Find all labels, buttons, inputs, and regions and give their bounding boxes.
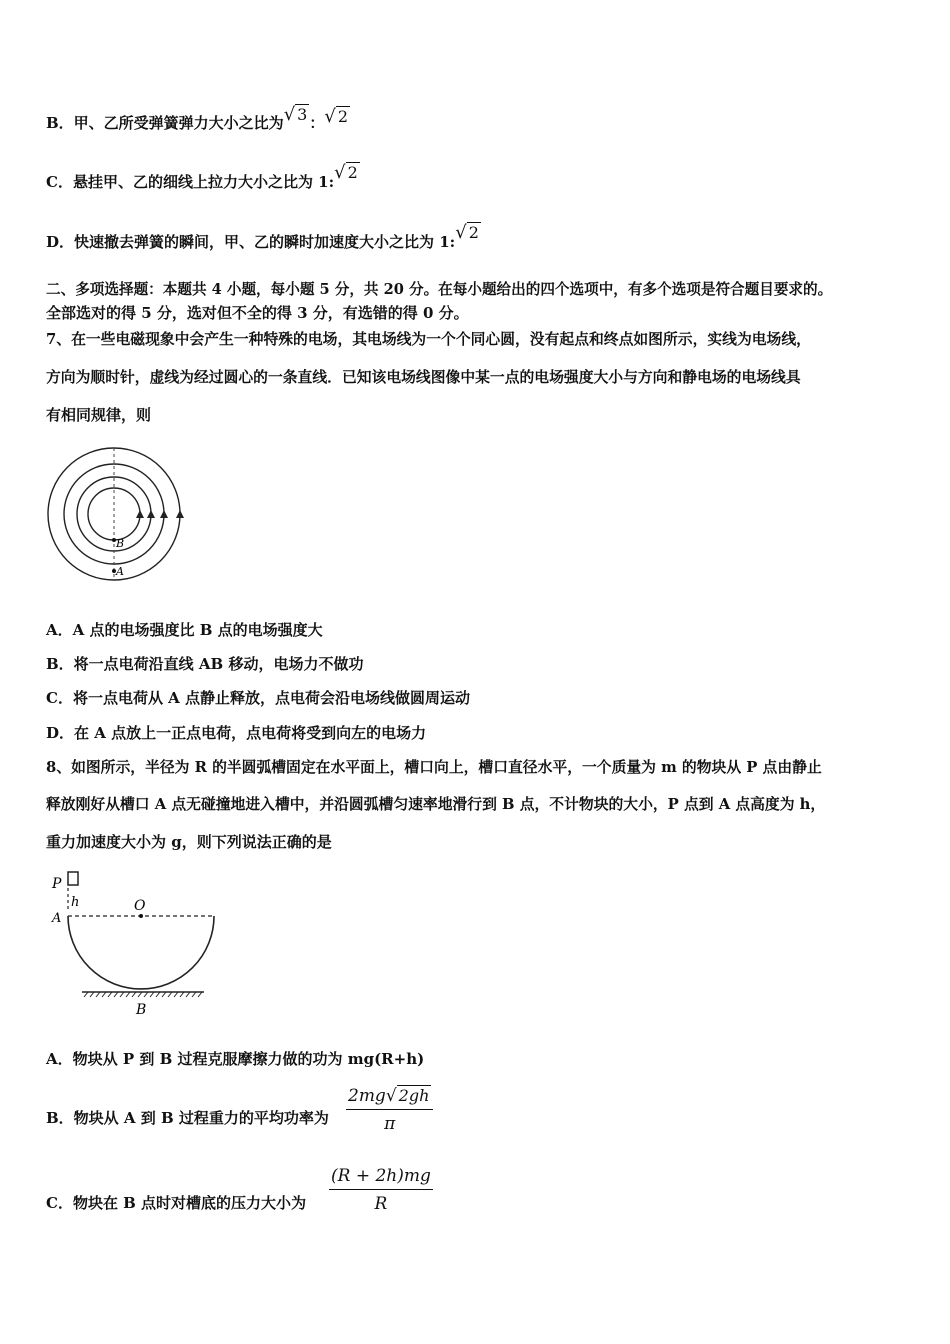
- q7-option-c[interactable]: C．将一点电荷从 A 点静止释放，点电荷会沿电场线做圆周运动: [46, 689, 471, 707]
- section2-heading-line1: 二、多项选择题：本题共 4 小题，每小题 5 分，共 20 分。在每小题给出的四个选项中，有多个选项是符合题目要求的。: [46, 281, 833, 298]
- label-b: B: [136, 1002, 147, 1018]
- q6-option-c: [46, 162, 360, 192]
- q8-stem-line3: 重力加速度大小为 g，则下列说法正确的是: [46, 833, 332, 851]
- q7-stem-line2: 方向为顺时针，虚线为经过圆心的一条直线．已知该电场线图像中某一点的电场强度大小与方向和静电场的电场线具: [46, 369, 801, 386]
- q7-stem-line3: 有相同规律，则: [46, 406, 152, 424]
- q7-option-b[interactable]: B．将一点电荷沿直线 AB 移动，电场力不做功: [46, 655, 364, 673]
- sqrt-2: √ 2: [334, 162, 358, 183]
- arrow-3: [147, 510, 155, 518]
- fraction-average-power: $\frac{2mg√ 2gh}{\pi}$: [346, 1086, 433, 1134]
- q8-option-a[interactable]: A．物块从 P 到 B 过程克服摩擦力做的功为 mg(R+h): [46, 1050, 425, 1068]
- point-b-label: B: [116, 537, 125, 550]
- sqrt-2: √ 2: [324, 106, 349, 127]
- label-a: A: [52, 911, 62, 926]
- q8-option-b[interactable]: [46, 1108, 329, 1128]
- arrow-inner: [136, 510, 144, 518]
- semicircle-groove: [68, 916, 214, 989]
- section2-heading-line2: 全部选对的得 5 分，选对但不全的得 3 分，有选错的得 0 分。: [46, 304, 469, 322]
- sqrt-2: √ 2: [455, 222, 479, 243]
- sqrt-3: √ 3: [283, 104, 308, 125]
- label-p: P: [52, 876, 62, 892]
- q6-option-b-text: B．甲、乙所受弹簧弹力大小之比为: [46, 114, 284, 132]
- q6-option-c-text: C．悬挂甲、乙的细线上拉力大小之比为 1:: [46, 173, 335, 191]
- q8-stem-line1: 8、如图所示，半径为 R 的半圆弧槽固定在水平面上，槽口向上，槽口直径水平，一个质量为 m 的物块从 P 点由静止: [46, 759, 822, 776]
- q6-option-d: [46, 222, 481, 252]
- fraction-normal-force: $\frac{(R + 2h)mg}{R}$: [331, 1166, 431, 1214]
- q8-option-b-text: B．物块从 A 到 B 过程重力的平均功率为: [46, 1109, 329, 1127]
- block-p: [68, 872, 78, 885]
- q7-field-line-figure: [44, 444, 184, 586]
- arrow-outer: [176, 510, 184, 518]
- center-o-dot: [139, 914, 143, 918]
- label-o: O: [134, 898, 146, 914]
- q8-option-c-text: C．物块在 B 点时对槽底的压力大小为: [46, 1194, 307, 1212]
- arrow-2: [160, 510, 168, 518]
- q6-option-b: [46, 104, 350, 133]
- q8-semicircle-groove-figure: [48, 866, 228, 1022]
- q8-option-c[interactable]: [46, 1193, 306, 1213]
- q7-option-d[interactable]: D．在 A 点放上一正点电荷，点电荷将受到向左的电场力: [46, 724, 427, 742]
- q8-stem-line2: 释放刚好从槽口 A 点无碰撞地进入槽中，并沿圆弧槽匀速率地滑行到 B 点，不计物块的大小，P 点到 A 点高度为 h，: [46, 796, 826, 813]
- q7-option-a[interactable]: A．A 点的电场强度比 B 点的电场强度大: [46, 621, 323, 639]
- q6-option-d-text: D．快速撤去弹簧的瞬间，甲、乙的瞬时加速度大小之比为 1:: [46, 233, 456, 251]
- point-a-label: A: [116, 565, 124, 578]
- ratio-separator: ：: [309, 114, 325, 132]
- q7-stem-line1: 7、在一些电磁现象中会产生一种特殊的电场，其电场线为一个个同心圆，没有起点和终点如图所示，实线为电场线，: [46, 331, 811, 348]
- label-h: h: [71, 895, 80, 910]
